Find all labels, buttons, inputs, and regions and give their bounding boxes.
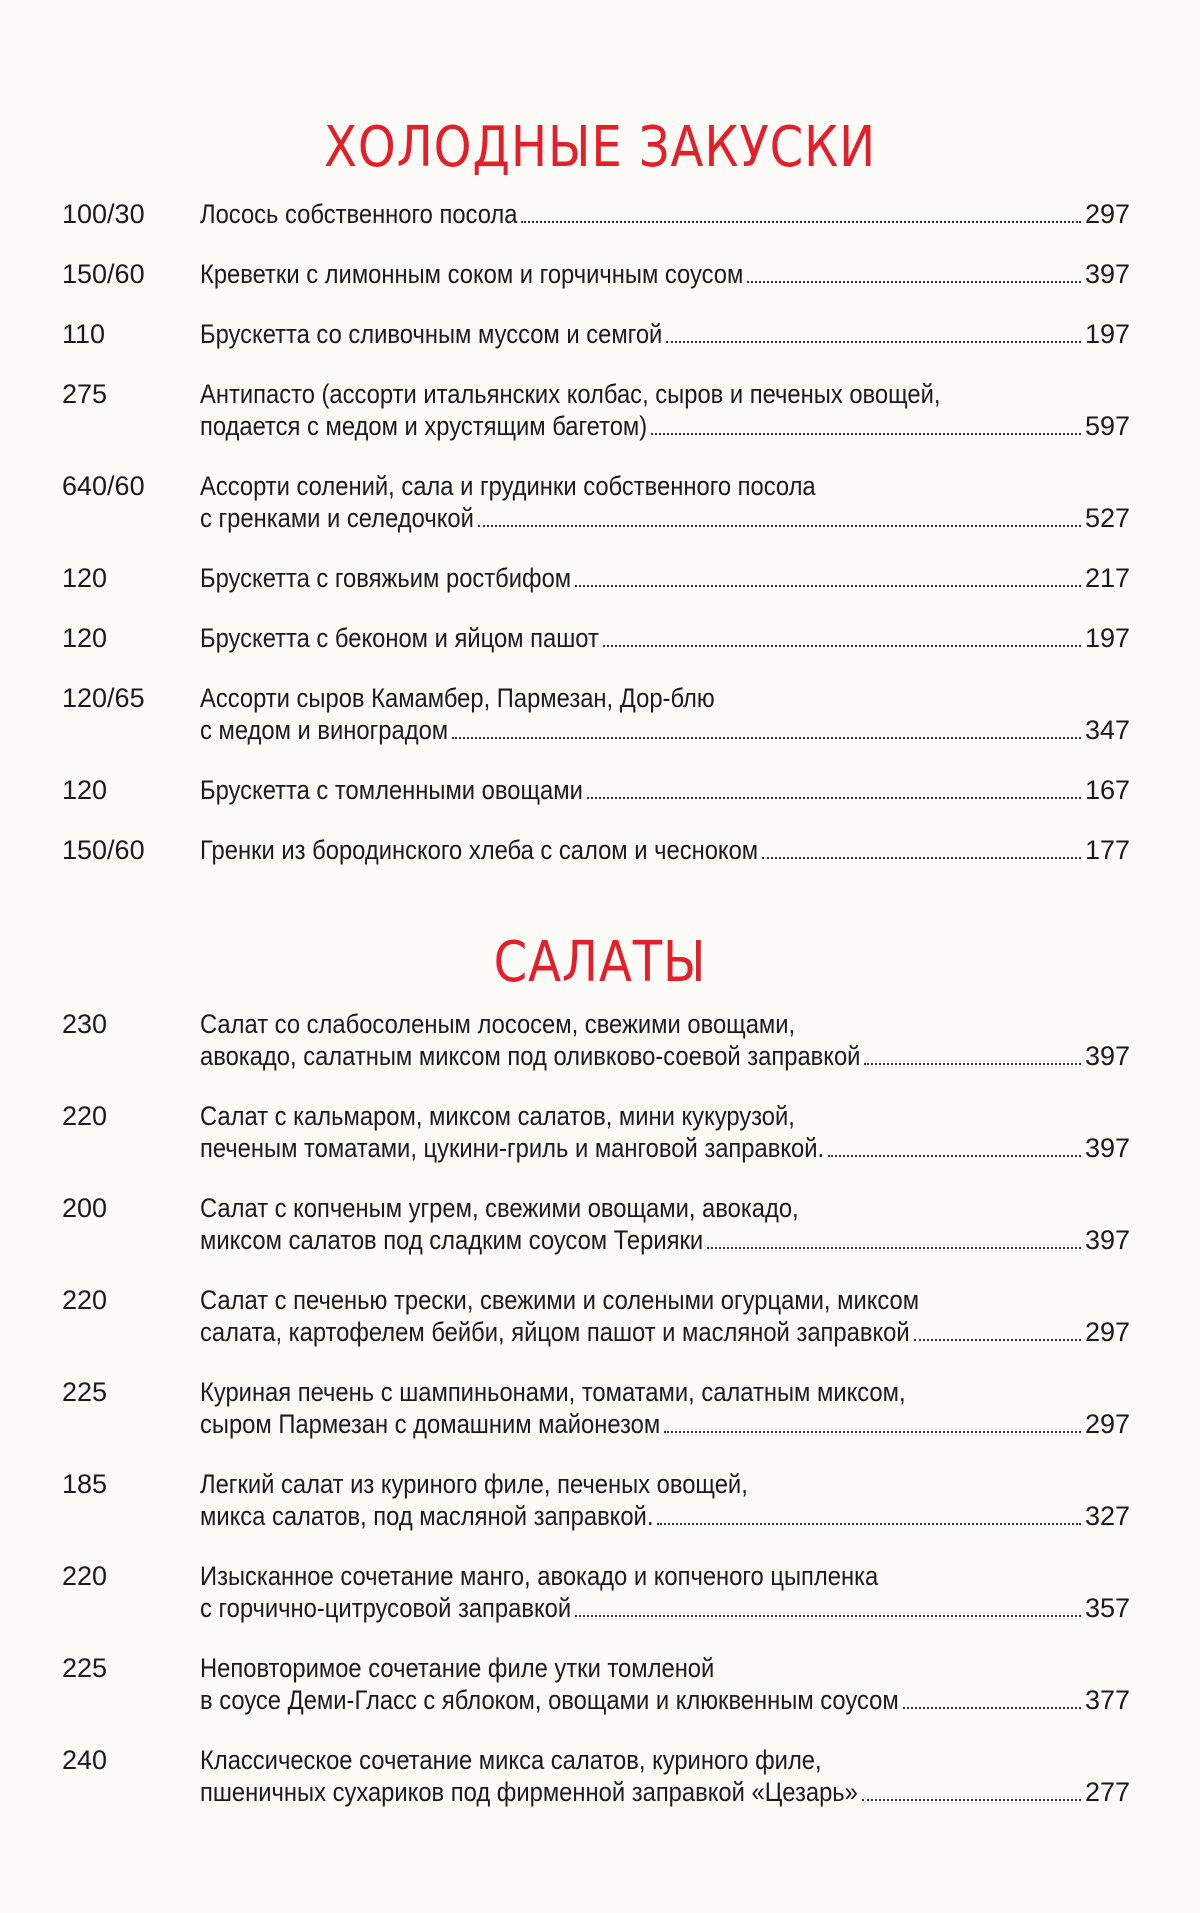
item-weight: 640/60 xyxy=(62,471,145,501)
item-price: 377 xyxy=(1084,1685,1130,1715)
description-text: Брускетта с говяжьим ростбифом xyxy=(200,563,572,593)
description-text: Салат с копченым угрем, свежими овощами, авокадо, xyxy=(200,1193,799,1223)
item-weight: 120/65 xyxy=(62,683,145,713)
description-text: печеным томатами, цукини-гриль и манговой заправкой. xyxy=(200,1133,825,1163)
description-line xyxy=(200,682,1130,714)
menu-item xyxy=(0,1376,1200,1468)
item-price: 397 xyxy=(1084,1133,1130,1163)
item-price: 167 xyxy=(1084,775,1130,805)
dot-leader xyxy=(903,1706,1081,1709)
description-line xyxy=(200,1468,1130,1500)
item-description xyxy=(200,1468,1130,1532)
item-description xyxy=(200,1560,1130,1624)
menu-item xyxy=(0,1008,1200,1100)
item-weight: 240 xyxy=(62,1745,108,1775)
description-text: с гренками и селедочкой xyxy=(200,503,474,533)
menu-item xyxy=(0,318,1200,378)
menu-item xyxy=(0,198,1200,258)
menu-item xyxy=(0,622,1200,682)
menu-item xyxy=(0,470,1200,562)
section-title-salads: САЛАТЫ xyxy=(493,930,707,995)
item-weight: 150/60 xyxy=(62,835,145,865)
menu-item xyxy=(0,1560,1200,1652)
item-price: 197 xyxy=(1084,319,1130,349)
dot-leader xyxy=(747,280,1081,283)
description-line xyxy=(200,562,1130,594)
description-line xyxy=(200,378,1130,410)
item-price: 177 xyxy=(1084,835,1130,865)
dot-leader xyxy=(657,1522,1080,1525)
dot-leader xyxy=(521,220,1080,223)
dot-leader xyxy=(666,340,1081,343)
description-text: Брускетта со сливочным муссом и семгой xyxy=(200,319,663,349)
item-price: 597 xyxy=(1084,411,1130,441)
dot-leader xyxy=(828,1154,1081,1157)
item-price: 347 xyxy=(1084,715,1130,745)
description-text: подается с медом и хрустящим багетом) xyxy=(200,411,648,441)
description-text: Салат с кальмаром, миксом салатов, мини кукурузой, xyxy=(200,1101,795,1131)
item-weight: 230 xyxy=(62,1009,108,1039)
item-description xyxy=(200,1284,1130,1348)
item-price: 357 xyxy=(1084,1593,1130,1623)
item-price: 397 xyxy=(1084,259,1130,289)
menu-item xyxy=(0,1744,1200,1836)
item-description xyxy=(200,774,1130,806)
description-line xyxy=(200,410,1130,442)
item-price: 297 xyxy=(1084,1409,1130,1439)
dot-leader xyxy=(587,796,1081,799)
description-line xyxy=(200,1192,1130,1224)
dot-leader xyxy=(707,1246,1081,1249)
menu-item xyxy=(0,1652,1200,1744)
description-text: авокадо, салатным миксом под оливково-соевой заправкой xyxy=(200,1041,861,1071)
item-description xyxy=(200,1192,1130,1256)
description-text: Креветки с лимонным соком и горчичным соусом xyxy=(200,259,744,289)
description-line xyxy=(200,1100,1130,1132)
item-price: 397 xyxy=(1084,1041,1130,1071)
description-line xyxy=(200,1284,1130,1316)
item-description xyxy=(200,1008,1130,1072)
description-line xyxy=(200,1560,1130,1592)
item-weight: 120 xyxy=(62,775,108,805)
description-text: Изысканное сочетание манго, авокадо и копченого цыпленка xyxy=(200,1561,879,1591)
cold-appetizers-list xyxy=(0,198,1200,894)
item-description xyxy=(200,318,1130,350)
description-text: Антипасто (ассорти итальянских колбас, сыров и печеных овощей, xyxy=(200,379,941,409)
item-weight: 225 xyxy=(62,1653,108,1683)
item-description xyxy=(200,682,1130,746)
description-line xyxy=(200,1744,1130,1776)
description-line xyxy=(200,258,1130,290)
description-line xyxy=(200,1500,1130,1532)
menu-item xyxy=(0,378,1200,470)
dot-leader xyxy=(664,1430,1081,1433)
dot-leader xyxy=(575,1614,1081,1617)
description-line xyxy=(200,1652,1130,1684)
description-text: Куриная печень с шампиньонами, томатами, салатным миксом, xyxy=(200,1377,906,1407)
menu-item xyxy=(0,1192,1200,1284)
item-weight: 275 xyxy=(62,379,108,409)
description-text: миксом салатов под сладким соусом Терияки xyxy=(200,1225,704,1255)
description-line xyxy=(200,1684,1130,1716)
dot-leader xyxy=(864,1062,1081,1065)
item-price: 277 xyxy=(1084,1777,1130,1807)
description-text: Салат с печенью трески, свежими и солеными огурцами, миксом xyxy=(200,1285,920,1315)
description-line xyxy=(200,318,1130,350)
item-description xyxy=(200,562,1130,594)
item-weight: 220 xyxy=(62,1285,108,1315)
description-line xyxy=(200,1040,1130,1072)
description-text: Легкий салат из куриного филе, печеных овощей, xyxy=(200,1469,748,1499)
description-text: Салат со слабосоленым лососем, свежими овощами, xyxy=(200,1009,796,1039)
description-line xyxy=(200,1776,1130,1808)
dot-leader xyxy=(575,584,1081,587)
description-line xyxy=(200,1316,1130,1348)
description-text: Гренки из бородинского хлеба с салом и чесноком xyxy=(200,835,759,865)
item-description xyxy=(200,622,1130,654)
item-price: 217 xyxy=(1084,563,1130,593)
dot-leader xyxy=(452,736,1081,739)
description-text: Ассорти солений, сала и грудинки собственного посола xyxy=(200,471,816,501)
item-description xyxy=(200,1744,1130,1808)
item-description xyxy=(200,1376,1130,1440)
description-line xyxy=(200,1132,1130,1164)
salads-list xyxy=(0,1008,1200,1836)
menu-item xyxy=(0,1100,1200,1192)
menu-item xyxy=(0,258,1200,318)
description-text: Ассорти сыров Камамбер, Пармезан, Дор-блю xyxy=(200,683,715,713)
item-weight: 150/60 xyxy=(62,259,145,289)
item-description xyxy=(200,198,1130,230)
description-line xyxy=(200,1008,1130,1040)
item-weight: 220 xyxy=(62,1101,108,1131)
item-weight: 200 xyxy=(62,1193,108,1223)
description-line xyxy=(200,774,1130,806)
menu-item xyxy=(0,774,1200,834)
description-line xyxy=(200,1376,1130,1408)
description-line xyxy=(200,622,1130,654)
menu-item xyxy=(0,1468,1200,1560)
dot-leader xyxy=(914,1338,1081,1341)
dot-leader xyxy=(762,856,1081,859)
item-description xyxy=(200,1652,1130,1716)
item-price: 197 xyxy=(1084,623,1130,653)
dot-leader xyxy=(478,524,1081,527)
dot-leader xyxy=(862,1798,1081,1801)
item-weight: 120 xyxy=(62,563,108,593)
description-text: в соусе Деми-Гласс с яблоком, овощами и клюквенным соусом xyxy=(200,1685,899,1715)
item-weight: 185 xyxy=(62,1469,108,1499)
item-price: 327 xyxy=(1084,1501,1130,1531)
description-text: Неповторимое сочетание филе утки томленой xyxy=(200,1653,715,1683)
dot-leader xyxy=(603,644,1081,647)
item-description xyxy=(200,834,1130,866)
item-weight: 110 xyxy=(62,319,106,349)
description-text: с горчично-цитрусовой заправкой xyxy=(200,1593,572,1623)
description-text: Лосось собственного посола xyxy=(200,199,518,229)
item-weight: 220 xyxy=(62,1561,108,1591)
description-line xyxy=(200,1408,1130,1440)
description-line xyxy=(200,714,1130,746)
description-text: Брускетта с томленными овощами xyxy=(200,775,583,805)
menu-item xyxy=(0,562,1200,622)
description-text: салата, картофелем бейби, яйцом пашот и масляной заправкой xyxy=(200,1317,910,1347)
description-text: сыром Пармезан с домашним майонезом xyxy=(200,1409,661,1439)
item-price: 527 xyxy=(1084,503,1130,533)
item-price: 297 xyxy=(1084,1317,1130,1347)
description-text: пшеничных сухариков под фирменной заправкой «Цезарь» xyxy=(200,1777,858,1807)
description-text: Брускетта с беконом и яйцом пашот xyxy=(200,623,599,653)
item-weight: 120 xyxy=(62,623,108,653)
item-price: 297 xyxy=(1084,199,1130,229)
item-weight: 225 xyxy=(62,1377,108,1407)
menu-item xyxy=(0,834,1200,894)
item-description xyxy=(200,258,1130,290)
item-description xyxy=(200,378,1130,442)
description-line xyxy=(200,1224,1130,1256)
item-price: 397 xyxy=(1084,1225,1130,1255)
item-description xyxy=(200,470,1130,534)
section-title-cold-appetizers: ХОЛОДНЫЕ ЗАКУСКИ xyxy=(323,115,877,180)
description-line xyxy=(200,502,1130,534)
description-line xyxy=(200,198,1130,230)
description-line xyxy=(200,1592,1130,1624)
description-text: микса салатов, под масляной заправкой. xyxy=(200,1501,654,1531)
description-line xyxy=(200,470,1130,502)
description-text: Классическое сочетание микса салатов, куриного филе, xyxy=(200,1745,822,1775)
description-line xyxy=(200,834,1130,866)
dot-leader xyxy=(651,432,1081,435)
description-text: с медом и виноградом xyxy=(200,715,449,745)
item-description xyxy=(200,1100,1130,1164)
menu-item xyxy=(0,1284,1200,1376)
menu-item xyxy=(0,682,1200,774)
item-weight: 100/30 xyxy=(62,199,145,229)
